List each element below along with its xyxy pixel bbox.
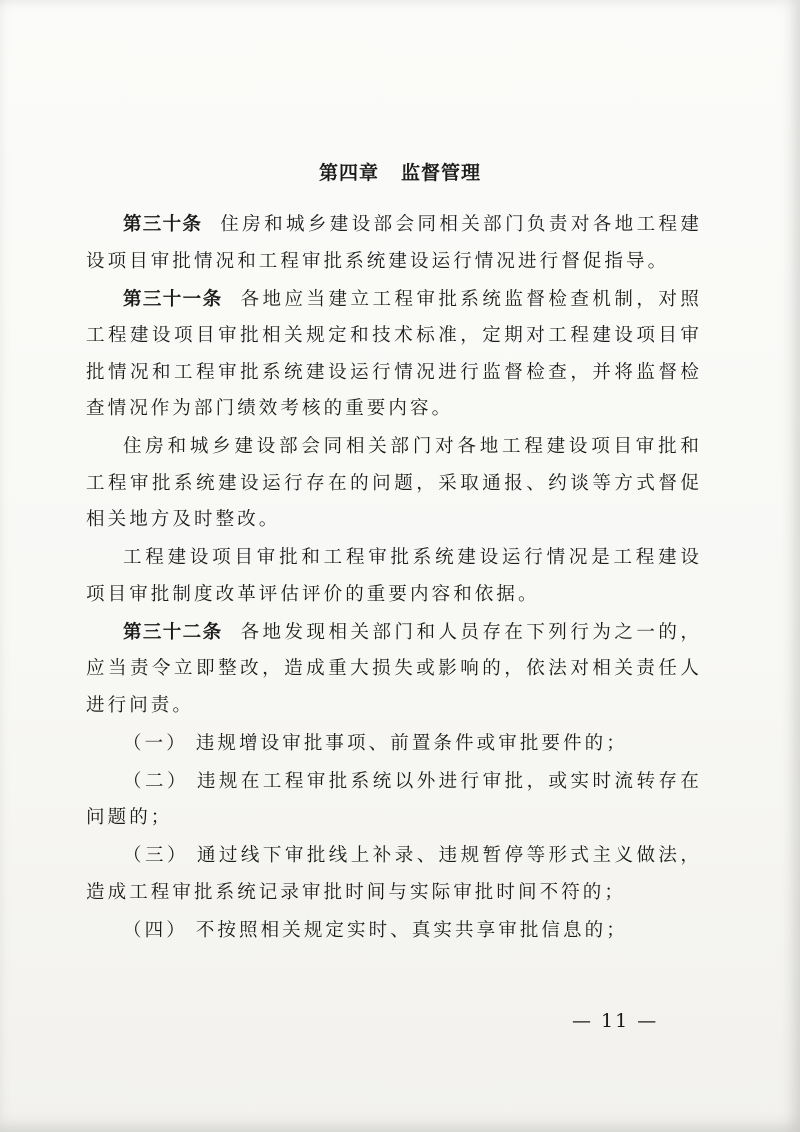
list-item [86, 764, 702, 837]
paragraph-text: 工程建设项目审批和工程审批系统建设运行情况是工程建设项目审批制度改革评估评价的重要内容和依据。 [86, 547, 702, 605]
paragraph-article-31 [86, 282, 702, 428]
paragraph-article-30 [86, 207, 702, 280]
page-number: — 11 — [572, 1010, 659, 1032]
list-item-label: （三） [123, 845, 189, 866]
list-item-text: 通过线下审批线上补录、违规暂停等形式主义做法，造成工程审批系统记录审批时间与实际审批时间不符的； [86, 845, 702, 903]
paragraph [86, 429, 702, 539]
paragraph-article-32 [86, 615, 702, 725]
list-item [86, 838, 702, 911]
list-item-label: （四） [123, 919, 188, 941]
list-item-text: 不按照相关规定实时、真实共享审批信息的； [195, 919, 628, 941]
article-number: 第三十条 [123, 214, 203, 235]
list-item-label: （二） [123, 770, 189, 792]
chapter-number: 第四章 [318, 162, 379, 184]
list-item-label: （一） [123, 732, 188, 754]
chapter-title: 监督管理 [401, 162, 482, 184]
paragraph-text: 各地应当建立工程审批系统监督检查机制，对照工程建设项目审批相关规定和技术标准，定期对工程建设项目审批情况和工程审批系统建设运行情况进行监督检查，并将监督检查情况作为部门绩效考核的重要内容。 [86, 288, 702, 419]
paragraph-text: 住房和城乡建设部会同相关部门对各地工程建设项目审批和工程审批系统建设运行存在的问题，采取通报、约谈等方式督促相关地方及时整改。 [86, 436, 702, 530]
chapter-heading [0, 158, 800, 185]
document-body [86, 207, 702, 949]
paragraph-text: 各地发现相关部门和人员存在下列行为之一的，应当责令立即整改，造成重大损失或影响的，依法对相关责任人进行问责。 [86, 621, 702, 716]
list-item-text: 违规在工程审批系统以外进行审批，或实时流转存在问题的； [86, 770, 702, 828]
paragraph-text: 住房和城乡建设部会同相关部门负责对各地工程建设项目审批情况和工程审批系统建设运行情况进行督促指导。 [86, 214, 702, 272]
paragraph [86, 540, 702, 613]
list-item [86, 726, 702, 763]
article-number: 第三十二条 [123, 621, 223, 643]
article-number: 第三十一条 [123, 288, 223, 310]
list-item-text: 违规增设审批事项、前置条件或审批要件的； [195, 732, 628, 754]
list-item [86, 913, 702, 950]
